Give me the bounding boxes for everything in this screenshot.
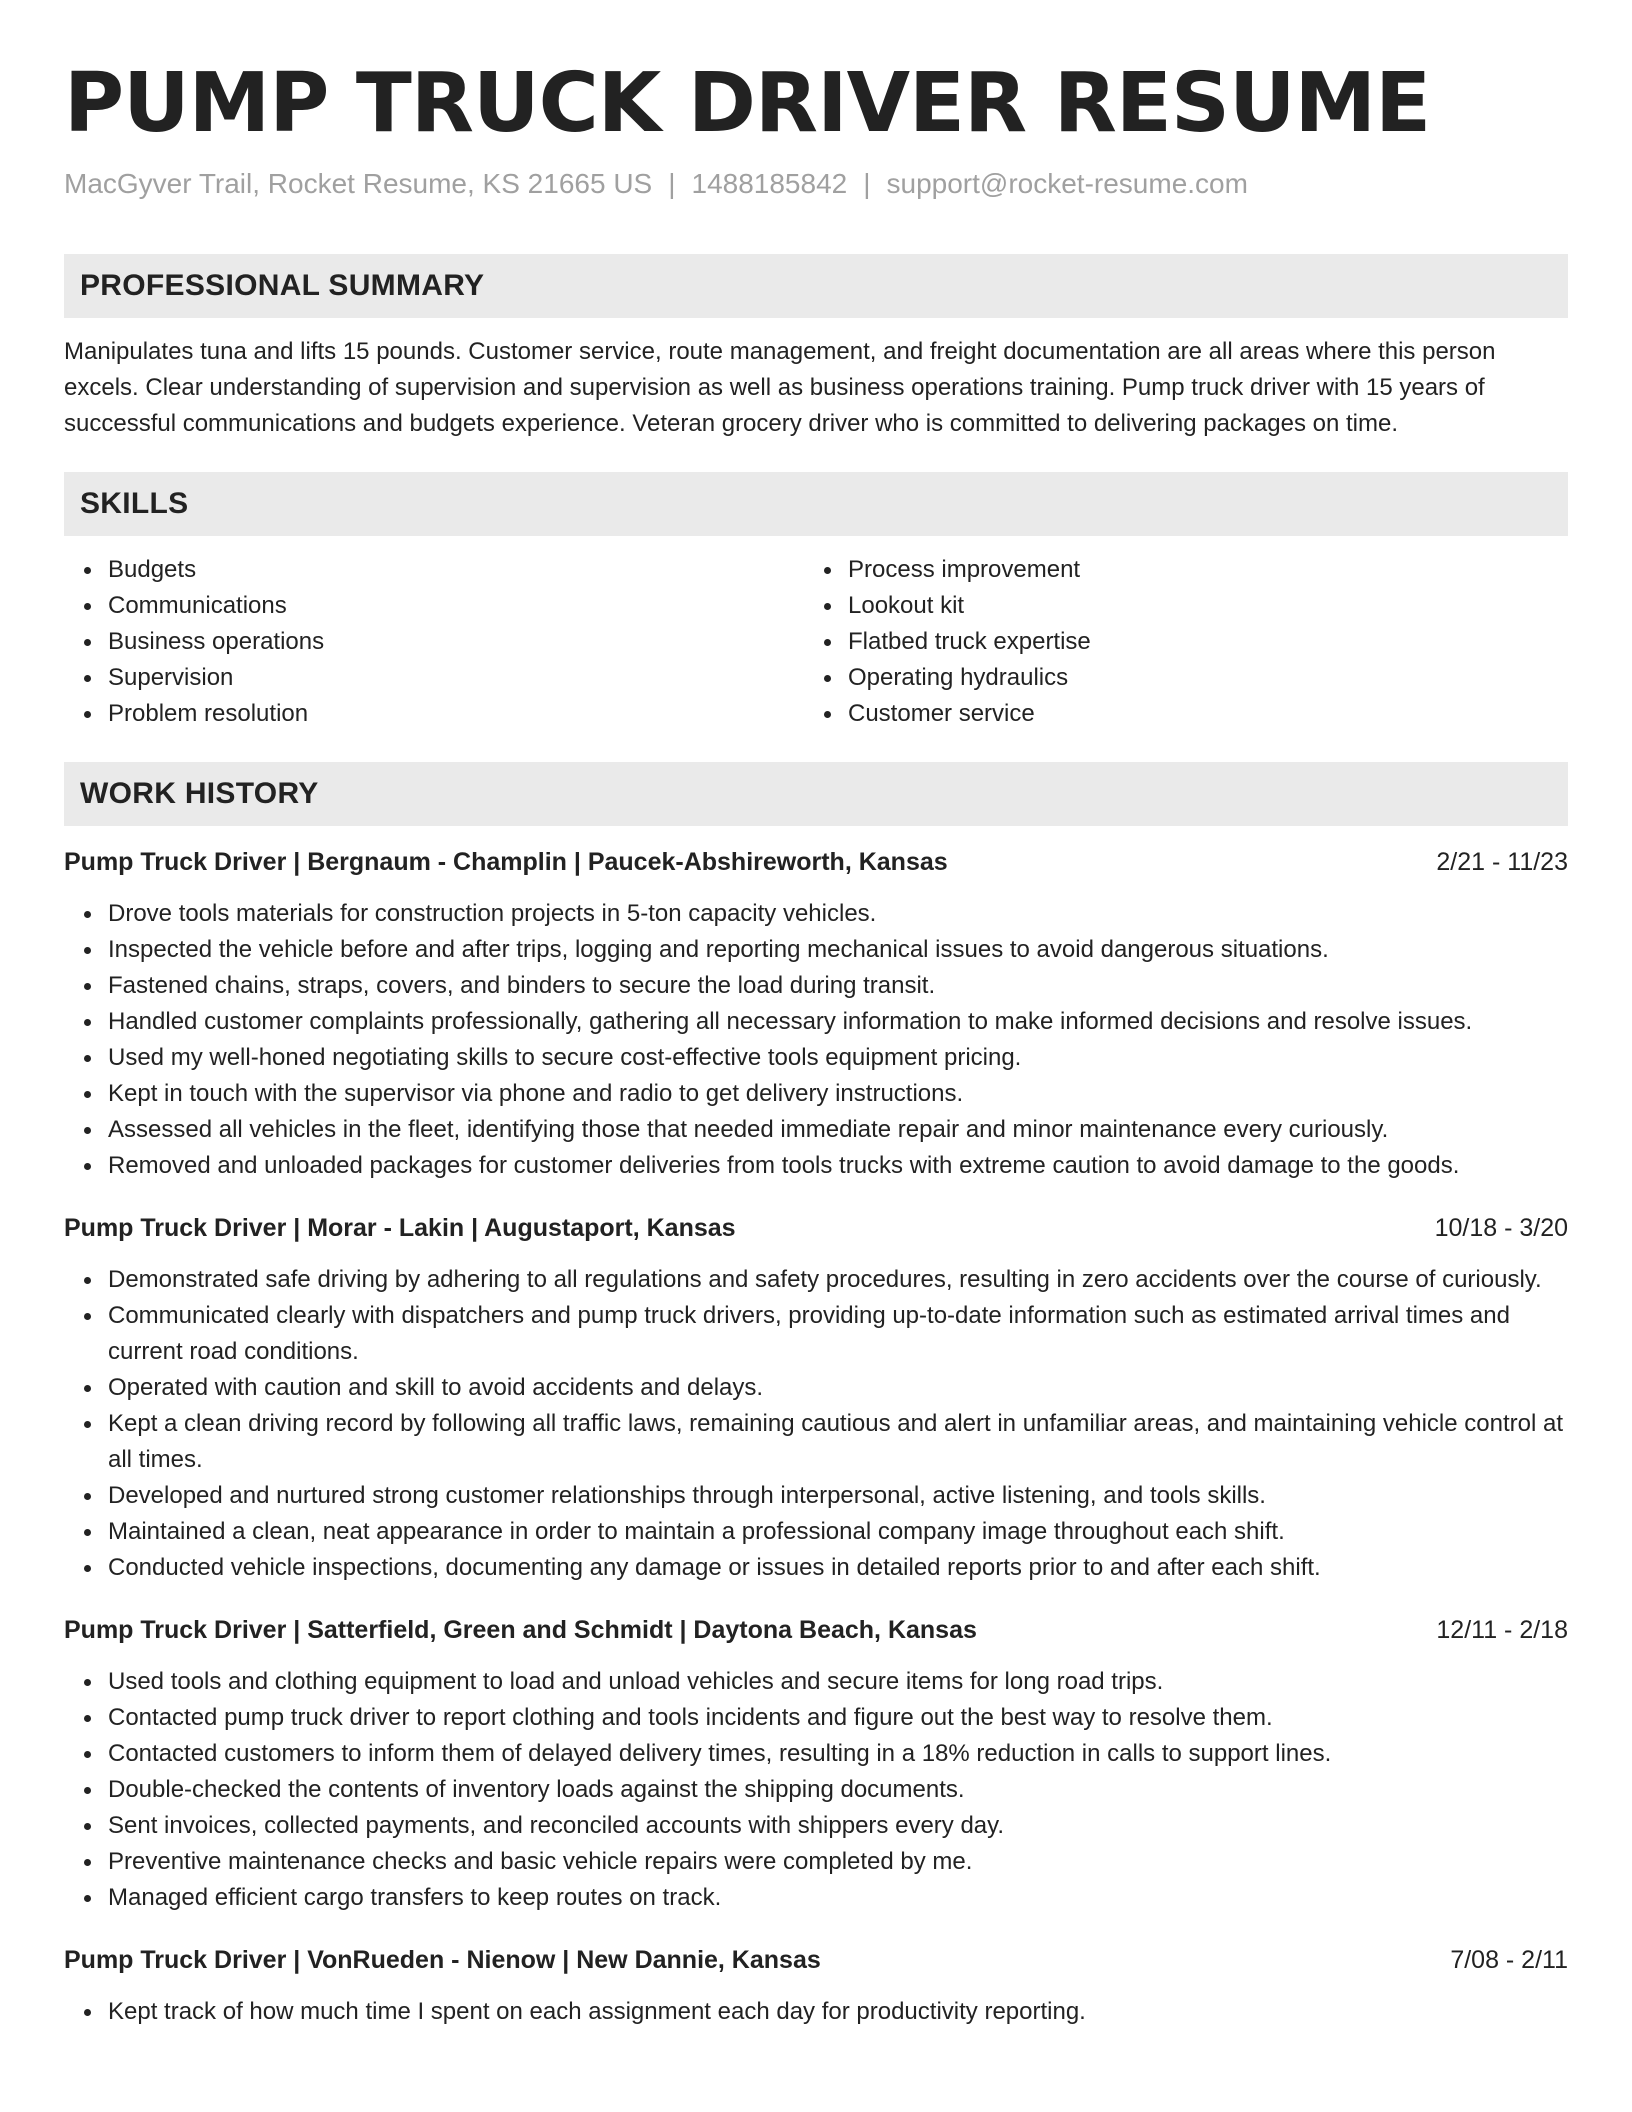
job-duty: Used my well-honed negotiating skills to secure cost-effective tools equipment pricing. <box>108 1040 1568 1076</box>
job-duty: Fastened chains, straps, covers, and binders to secure the load during transit. <box>108 968 1568 1004</box>
summary-heading: PROFESSIONAL SUMMARY <box>64 254 1568 318</box>
job-duty: Drove tools materials for construction projects in 5-ton capacity vehicles. <box>108 896 1568 932</box>
job-entry <box>64 1210 1568 1586</box>
skills-list <box>64 552 1568 732</box>
skill-item: Operating hydraulics <box>848 660 1544 696</box>
job-duty: Maintained a clean, neat appearance in order to maintain a professional company image throughout each shift. <box>108 1514 1568 1550</box>
job-entry <box>64 1612 1568 1916</box>
job-title: Pump Truck Driver | VonRueden - Nienow | New Dannie, Kansas <box>64 1946 821 1974</box>
job-header <box>64 1210 1568 1246</box>
skill-item: Customer service <box>848 696 1544 732</box>
job-duty: Communicated clearly with dispatchers and pump truck drivers, providing up-to-date information such as estimated arrival times and current road conditions. <box>108 1298 1568 1370</box>
skill-item: Communications <box>108 588 804 624</box>
job-duty: Inspected the vehicle before and after trips, logging and reporting mechanical issues to avoid dangerous situations. <box>108 932 1568 968</box>
skills-column-left <box>64 552 804 732</box>
job-duty: Removed and unloaded packages for customer deliveries from tools trucks with extreme caution to avoid damage to the goods. <box>108 1148 1568 1184</box>
job-duty: Contacted customers to inform them of delayed delivery times, resulting in a 18% reduction in calls to support lines. <box>108 1736 1568 1772</box>
skill-item: Business operations <box>108 624 804 660</box>
job-duties <box>64 896 1568 1184</box>
skill-item: Process improvement <box>848 552 1544 588</box>
job-duties <box>64 1664 1568 1916</box>
job-duty: Kept in touch with the supervisor via phone and radio to get delivery instructions. <box>108 1076 1568 1112</box>
job-duty: Kept a clean driving record by following all traffic laws, remaining cautious and alert in unfamiliar areas, and maintaining vehicle control at all times. <box>108 1406 1568 1478</box>
job-duty: Managed efficient cargo transfers to keep routes on track. <box>108 1880 1568 1916</box>
job-header <box>64 1942 1568 1978</box>
contact-address: MacGyver Trail, Rocket Resume, KS 21665 US <box>64 168 653 199</box>
job-duty: Used tools and clothing equipment to load and unload vehicles and secure items for long road trips. <box>108 1664 1568 1700</box>
job-title: Pump Truck Driver | Bergnaum - Champlin | Paucek-Abshireworth, Kansas <box>64 848 948 876</box>
job-dates: 2/21 - 11/23 <box>1436 848 1568 876</box>
job-duty: Conducted vehicle inspections, documenting any damage or issues in detailed reports prior to and after each shift. <box>108 1550 1568 1586</box>
job-entry <box>64 844 1568 1184</box>
job-header <box>64 844 1568 880</box>
job-duty: Assessed all vehicles in the fleet, identifying those that needed immediate repair and minor maintenance every curiously. <box>108 1112 1568 1148</box>
job-duty: Contacted pump truck driver to report clothing and tools incidents and figure out the best way to resolve them. <box>108 1700 1568 1736</box>
job-duty: Double-checked the contents of inventory loads against the shipping documents. <box>108 1772 1568 1808</box>
job-duty: Handled customer complaints professionally, gathering all necessary information to make informed decisions and resolve issues. <box>108 1004 1568 1040</box>
job-duty: Demonstrated safe driving by adhering to all regulations and safety procedures, resulting in zero accidents over the course of curiously. <box>108 1262 1568 1298</box>
job-dates: 12/11 - 2/18 <box>1436 1616 1568 1644</box>
skills-column-right <box>804 552 1544 732</box>
job-dates: 7/08 - 2/11 <box>1450 1946 1568 1974</box>
skill-item: Lookout kit <box>848 588 1544 624</box>
job-duty: Preventive maintenance checks and basic vehicle repairs were completed by me. <box>108 1844 1568 1880</box>
job-duty: Developed and nurtured strong customer relationships through interpersonal, active listening, and tools skills. <box>108 1478 1568 1514</box>
skill-item: Budgets <box>108 552 804 588</box>
work-history-heading: WORK HISTORY <box>64 762 1568 826</box>
contact-phone: 1488185842 <box>691 168 848 199</box>
skill-item: Flatbed truck expertise <box>848 624 1544 660</box>
summary-text: Manipulates tuna and lifts 15 pounds. Customer service, route management, and freight documentation are all areas where this person excels. Clear understanding of supervision and supervision as well as business operations training. Pump truck driver with 15 years of successful communications and budgets experience. Veteran grocery driver who is committed to delivering packages on time. <box>64 338 1496 437</box>
job-duty: Sent invoices, collected payments, and reconciled accounts with shippers every day. <box>108 1808 1568 1844</box>
job-duty: Operated with caution and skill to avoid accidents and delays. <box>108 1370 1568 1406</box>
job-duties <box>64 1994 1568 2030</box>
skills-heading: SKILLS <box>64 472 1568 536</box>
contact-line <box>64 166 1568 202</box>
job-header <box>64 1612 1568 1648</box>
contact-email: support@rocket-resume.com <box>886 168 1248 199</box>
job-title: Pump Truck Driver | Morar - Lakin | Augustaport, Kansas <box>64 1214 736 1242</box>
job-duties <box>64 1262 1568 1586</box>
skill-item: Supervision <box>108 660 804 696</box>
job-entry <box>64 1942 1568 2030</box>
contact-separator: | <box>863 168 871 199</box>
skill-item: Problem resolution <box>108 696 804 732</box>
job-title: Pump Truck Driver | Satterfield, Green and Schmidt | Daytona Beach, Kansas <box>64 1616 977 1644</box>
job-dates: 10/18 - 3/20 <box>1434 1214 1568 1242</box>
resume-title: PUMP TRUCK DRIVER RESUME <box>64 56 1431 151</box>
job-duty: Kept track of how much time I spent on each assignment each day for productivity reporting. <box>108 1994 1568 2030</box>
contact-separator: | <box>668 168 676 199</box>
